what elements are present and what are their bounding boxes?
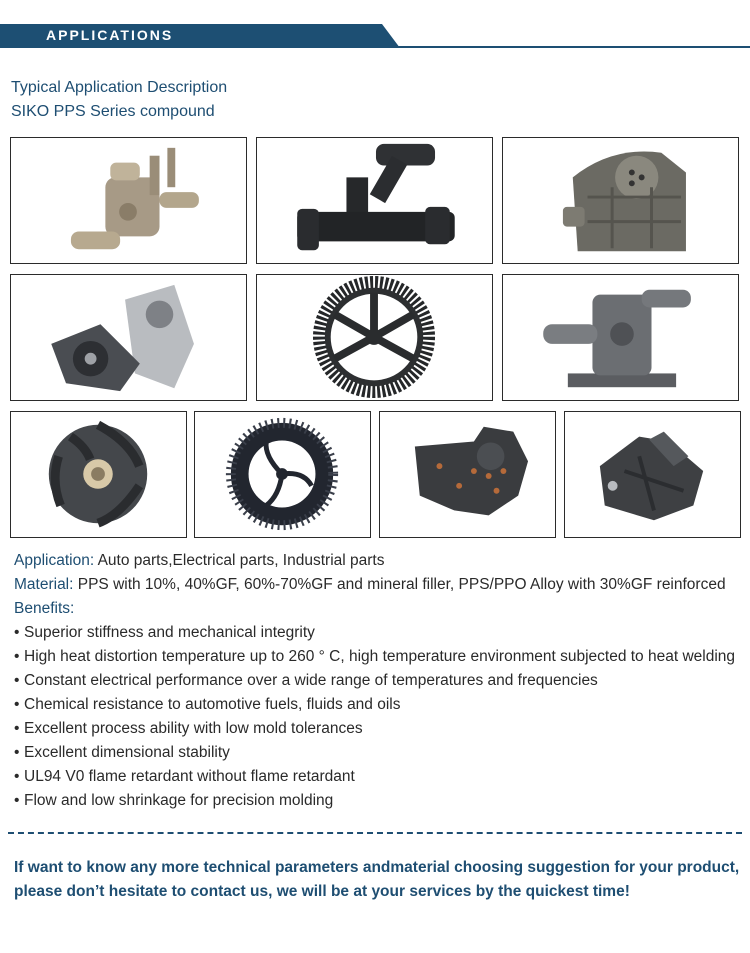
section-banner xyxy=(0,24,750,50)
bullet: • xyxy=(14,744,20,761)
benefit-text: High heat distortion temperature up to 260 ° C, high temperature environment subjected to heat welding xyxy=(24,648,736,665)
turbine-wheel-photo xyxy=(194,411,371,538)
banner-underline xyxy=(380,46,750,48)
benefit-text: Excellent dimensional stability xyxy=(24,744,230,761)
intro-heading: Typical Application Description xyxy=(11,79,228,96)
mounting-bracket-photo xyxy=(564,411,741,538)
benefits-label: Benefits: xyxy=(14,600,75,617)
list-item xyxy=(14,693,744,717)
list-item xyxy=(14,741,744,765)
bullet: • xyxy=(14,768,20,785)
list-item xyxy=(14,765,744,789)
contact-line-1: If want to know any more technical parameters andmaterial choosing suggestion for your product, xyxy=(14,859,740,876)
bullet: • xyxy=(14,648,20,665)
material-row xyxy=(14,573,744,597)
pump-impeller-photo xyxy=(10,411,187,538)
product-info xyxy=(14,549,744,813)
bullet: • xyxy=(14,624,20,641)
bullet: • xyxy=(14,672,20,689)
benefit-text: Constant electrical performance over a wide range of temperatures and frequencies xyxy=(24,672,598,689)
material-value: PPS with 10%, 40%GF, 60%-70%GF and mineral filler, PPS/PPO Alloy with 30%GF reinforced xyxy=(73,576,726,593)
water-valve-housing-photo xyxy=(10,137,247,264)
application-label: Application: xyxy=(14,552,95,569)
black-pipe-fitting-photo xyxy=(256,137,493,264)
list-item xyxy=(14,669,744,693)
benefit-text: Flow and low shrinkage for precision molding xyxy=(24,792,334,809)
intro-subheading: SIKO PPS Series compound xyxy=(11,103,215,120)
engine-cover-photo xyxy=(502,137,739,264)
list-item xyxy=(14,621,744,645)
benefit-text: Excellent process ability with low mold tolerances xyxy=(24,720,363,737)
bullet: • xyxy=(14,696,20,713)
application-row xyxy=(14,549,744,573)
intro-text xyxy=(11,76,227,124)
contact-line-2: please don’t hesitate to contact us, we will be at your services by the quickest time! xyxy=(14,883,630,900)
contact-message xyxy=(14,856,744,904)
benefits-list xyxy=(14,621,744,813)
benefit-text: UL94 V0 flame retardant without flame retardant xyxy=(24,768,355,785)
bullet: • xyxy=(14,720,20,737)
bullet: • xyxy=(14,792,20,809)
gear-ring-photo xyxy=(256,274,493,401)
dashed-divider xyxy=(8,832,742,834)
list-item xyxy=(14,717,744,741)
electrical-connector-photo xyxy=(379,411,556,538)
benefit-text: Chemical resistance to automotive fuels, fluids and oils xyxy=(24,696,401,713)
benefit-text: Superior stiffness and mechanical integrity xyxy=(24,624,315,641)
list-item xyxy=(14,645,744,669)
banner-title: APPLICATIONS xyxy=(46,27,174,43)
material-label: Material: xyxy=(14,576,74,593)
application-value: Auto parts,Electrical parts, Industrial parts xyxy=(94,552,385,569)
list-item xyxy=(14,789,744,813)
thermostat-housing-photo xyxy=(502,274,739,401)
water-pump-photo xyxy=(10,274,247,401)
